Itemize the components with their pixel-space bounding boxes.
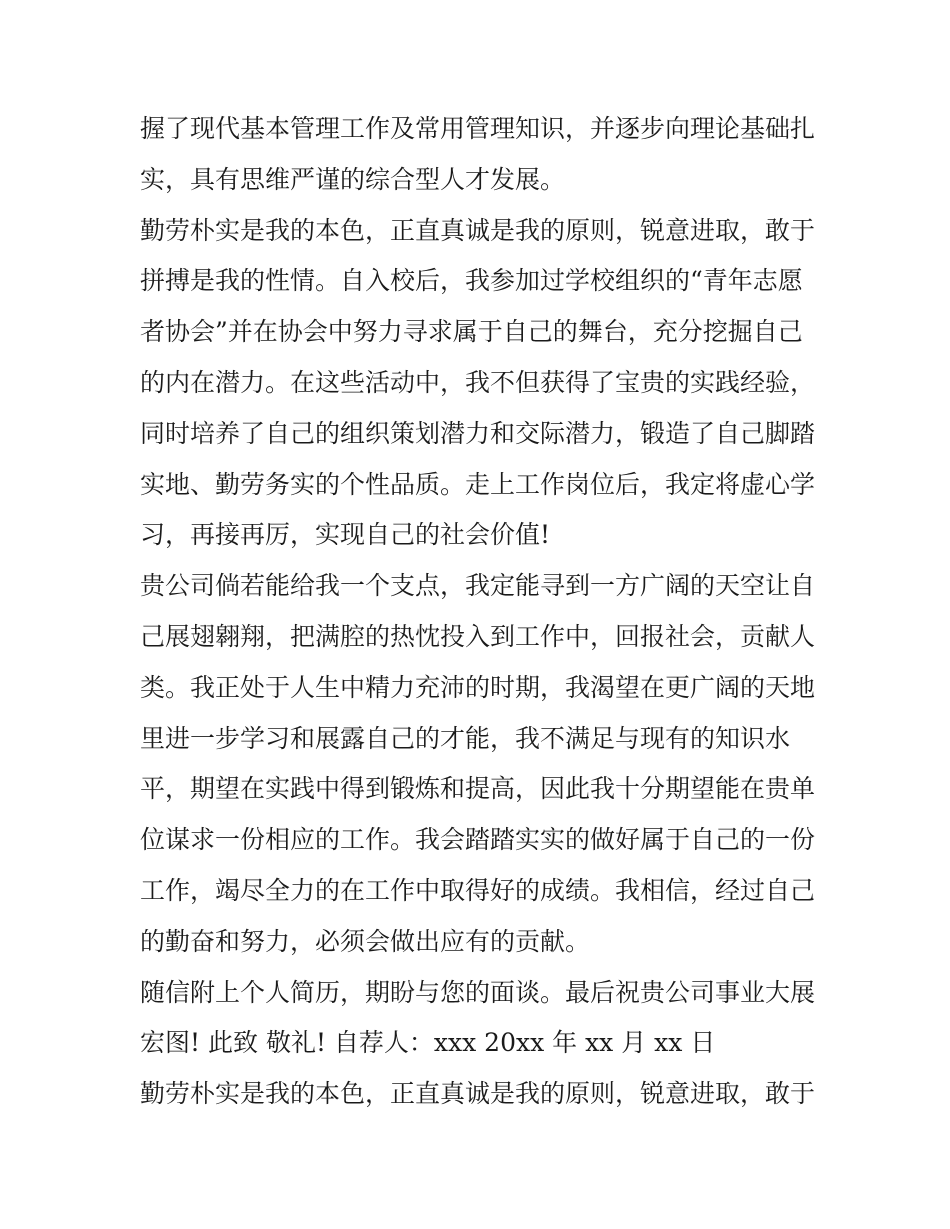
text-line: 的勤奋和努力，必须会做出应有的贡献。 [140, 926, 591, 956]
text-line: 习，再接再厉，实现自己的社会价值! [140, 520, 551, 550]
text-line: 随信附上个人简历，期盼与您的面谈。最后祝贵公司事业大展 [140, 977, 816, 1007]
text-line: 宏图! 此致 敬礼! 自荐人：xxx 20xx 年 xx 月 xx 日 [140, 1028, 716, 1058]
text-line: 的内在潜力。在这些活动中，我不但获得了宝贵的实践经验， [140, 367, 816, 397]
text-line: 里进一步学习和展露自己的才能，我不满足与现有的知识水 [140, 723, 791, 753]
text-line: 己展翅翱翔，把满腔的热忱投入到工作中，回报社会，贡献人 [140, 621, 816, 651]
text-line: 勤劳朴实是我的本色，正直真诚是我的原则，锐意进取，敢于 [140, 1079, 816, 1109]
body-text [140, 104, 830, 1120]
text-line: 实，具有思维严谨的综合型人才发展。 [140, 164, 566, 194]
text-line: 拼搏是我的性情。自入校后，我参加过学校组织的“青年志愿 [140, 266, 803, 296]
text-line: 工作，竭尽全力的在工作中取得好的成绩。我相信，经过自己 [140, 875, 816, 905]
text-line: 平，期望在实践中得到锻炼和提高，因此我十分期望能在贵单 [140, 774, 816, 804]
text-line: 类。我正处于人生中精力充沛的时期，我渴望在更广阔的天地 [140, 672, 816, 702]
text-line: 勤劳朴实是我的本色，正直真诚是我的原则，锐意进取，敢于 [140, 215, 816, 245]
text-line: 贵公司倘若能给我一个支点，我定能寻到一方广阔的天空让自 [140, 571, 816, 601]
text-line: 者协会”并在协会中努力寻求属于自己的舞台，充分挖掘自己 [140, 317, 803, 347]
text-line: 同时培养了自己的组织策划潜力和交际潜力，锻造了自己脚踏 [140, 418, 816, 448]
text-line: 握了现代基本管理工作及常用管理知识，并逐步向理论基础扎 [140, 114, 816, 143]
text-line: 实地、勤劳务实的个性品质。走上工作岗位后，我定将虚心学 [140, 469, 816, 499]
text-line: 位谋求一份相应的工作。我会踏踏实实的做好属于自己的一份 [140, 825, 816, 855]
